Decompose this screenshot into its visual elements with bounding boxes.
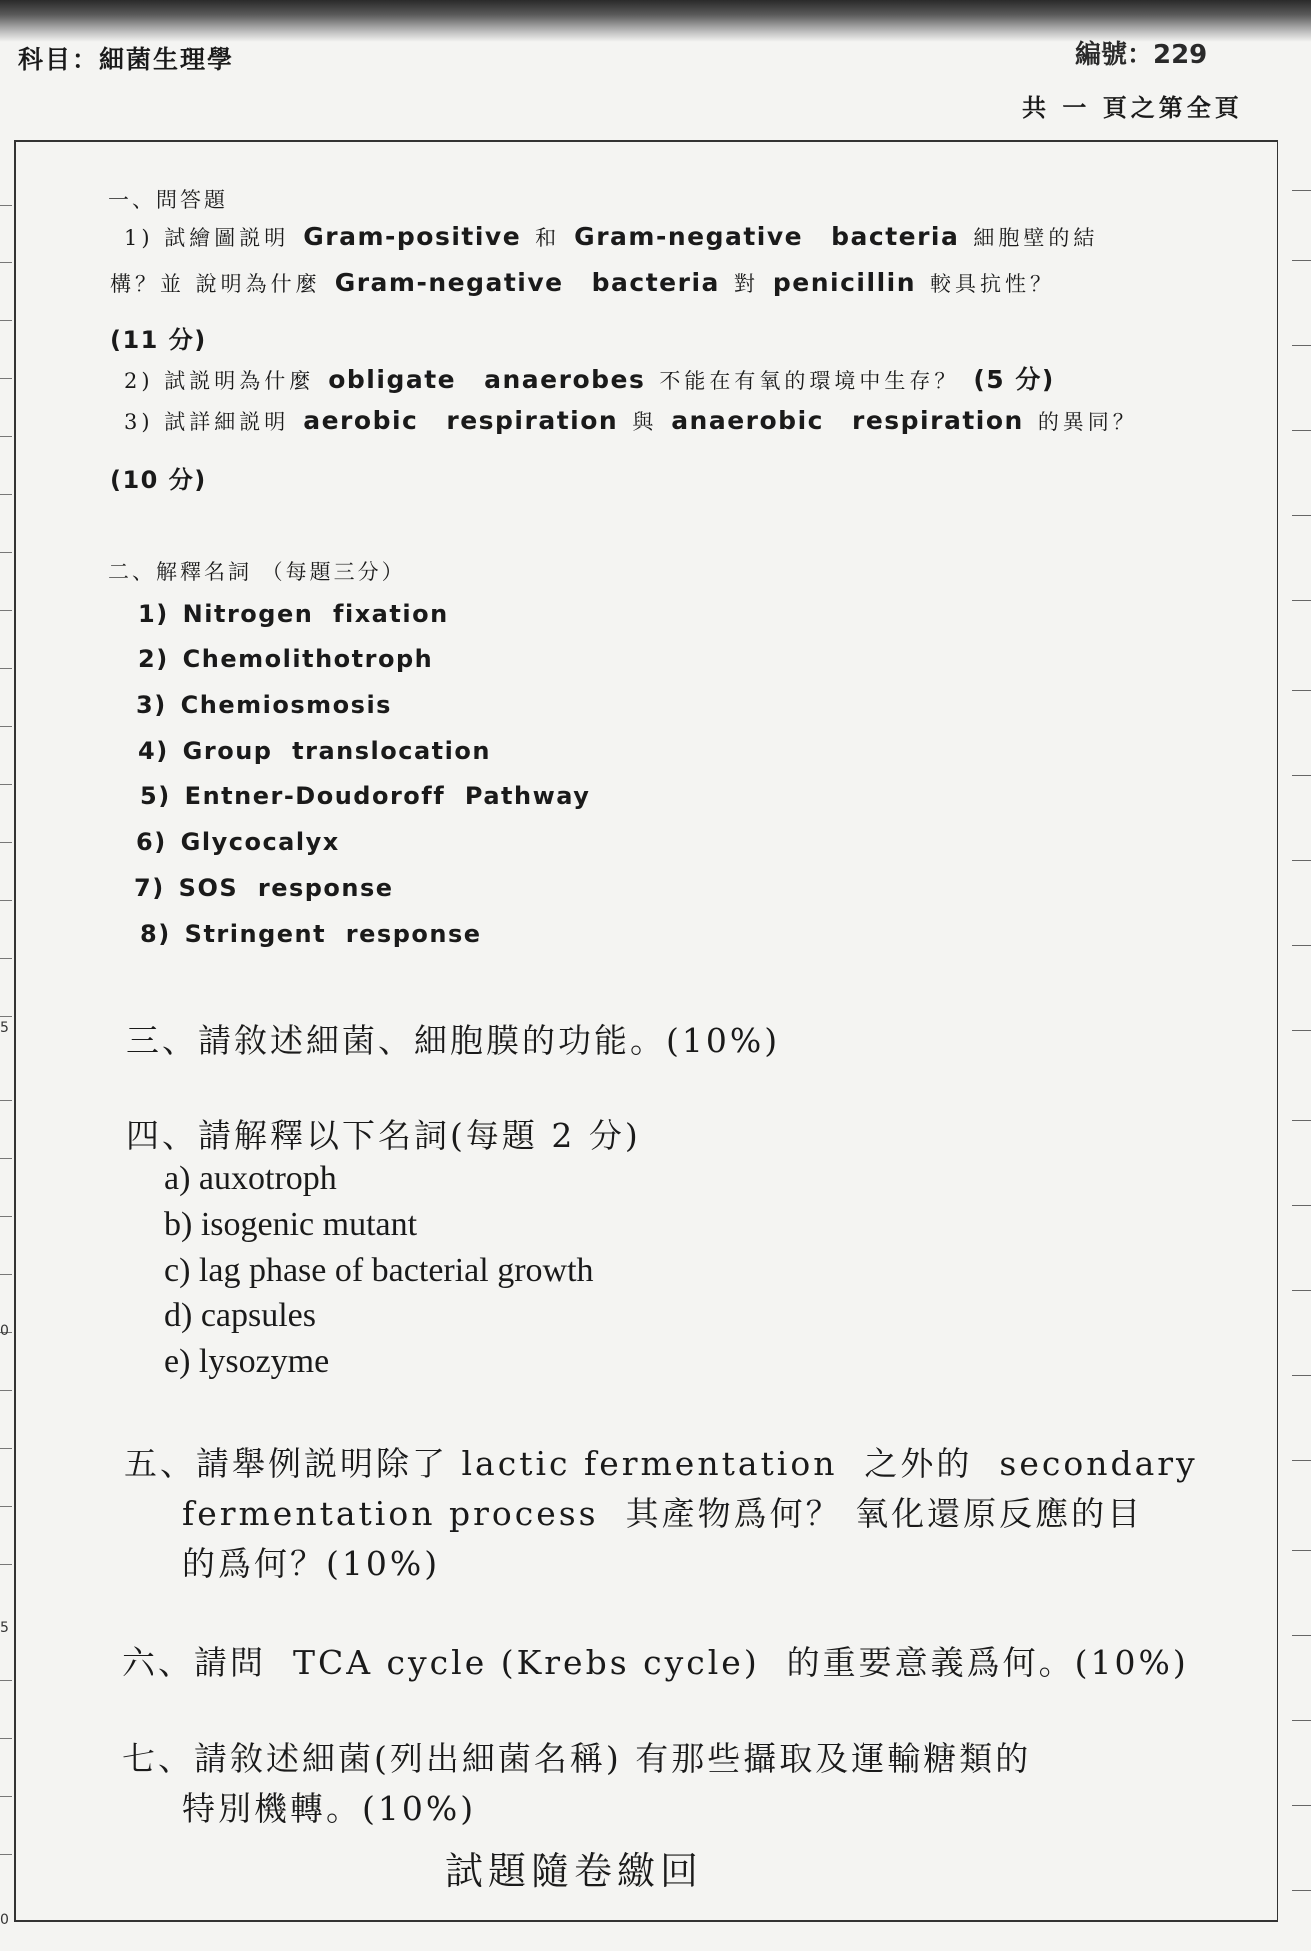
section7-line1: 七、請敘述細菌(列出細菌名稱) 有那些攝取及運輸糖類的 [122, 1739, 1032, 1778]
q2-text: 不能在有氧的環境中生存？ [659, 369, 960, 393]
q2-points: (5 分) [973, 365, 1055, 394]
term-item [138, 737, 491, 765]
q1-text: 細胞壁的結 [973, 226, 1099, 250]
term-text: Nitrogen fixation [182, 600, 449, 628]
term-item [138, 600, 449, 628]
term-item [140, 920, 482, 948]
q1-points: (11 分) [110, 326, 207, 354]
q2-text: 2) 試説明為什麼 [124, 369, 315, 393]
q1-text: 較具抗性？ [930, 272, 1056, 296]
q1-term: bacteria [831, 222, 960, 251]
term-text: Chemiosmosis [180, 691, 392, 719]
margin-number: 5 [0, 1020, 9, 1036]
q1-term: Gram-negative [334, 268, 564, 297]
q3-term: respiration [446, 406, 619, 435]
section5-line1: 五、請舉例説明除了 lactic fermentation 之外的 secondary [124, 1444, 1198, 1483]
q1-text: 1) 試繪圖説明 [124, 226, 290, 250]
term-item [138, 645, 433, 673]
section4-heading: 四、請解釋以下名詞(每題 2 分) [126, 1116, 641, 1155]
section3-question: 三、請敘述細菌、細胞膜的功能。(10%) [126, 1021, 781, 1060]
term-number: 2) [138, 645, 169, 673]
definition-item: e) lysozyme [164, 1343, 330, 1380]
section7-line2: 特別機轉。(10%) [182, 1789, 477, 1828]
section5-line2: fermentation process 其產物爲何？ 氧化還原反應的目 [182, 1494, 1144, 1533]
term-text: Chemolithotroph [182, 645, 434, 673]
margin-number: 0 [0, 1323, 9, 1339]
q3-text: 3) 試詳細説明 [124, 410, 290, 434]
term-item [134, 874, 394, 902]
term-text: Group translocation [182, 737, 491, 765]
term-text: Entner-Doudoroff Pathway [184, 782, 591, 810]
term-number: 8) [140, 920, 171, 948]
definition-item: a) auxotroph [164, 1160, 337, 1197]
term-number: 3) [136, 691, 167, 719]
margin-number: 5 [0, 1620, 9, 1636]
q3-term: respiration [851, 406, 1024, 435]
term-number: 4) [138, 737, 169, 765]
q3-text: 與 [632, 410, 658, 434]
q3-line1 [124, 406, 1138, 436]
margin-number: 0 [0, 1912, 9, 1928]
q2-term: anaerobes [484, 365, 646, 394]
subject-title: 科目：細菌生理學 [18, 45, 235, 74]
return-notice: 試題隨卷繳回 [445, 1849, 704, 1893]
exam-code: 編號：229 [1075, 40, 1208, 70]
definition-item: d) capsules [164, 1297, 317, 1334]
term-item [140, 782, 590, 810]
term-item [136, 691, 392, 719]
q1-line1 [124, 222, 1098, 252]
term-number: 6) [136, 828, 167, 856]
term-item [136, 828, 340, 856]
q1-text: 構？並 說明為什麼 [110, 272, 321, 296]
q2-line [124, 360, 1069, 396]
q3-points: (10 分) [110, 466, 207, 494]
section2-heading: 二、解釋名詞 （每題三分） [108, 560, 406, 584]
section5-line3: 的爲何？(10%) [182, 1544, 441, 1583]
q1-term: bacteria [591, 268, 720, 297]
definition-item: c) lag phase of bacterial growth [164, 1252, 594, 1289]
term-number: 5) [140, 782, 171, 810]
term-text: SOS response [178, 874, 394, 902]
q3-term: aerobic [303, 406, 419, 435]
q1-text: 和 [535, 226, 561, 250]
page-count: 共 一 頁之第全頁 [1022, 93, 1243, 122]
term-number: 7) [134, 874, 165, 902]
q1-text: 對 [733, 272, 759, 296]
q1-term: penicillin [772, 268, 917, 297]
term-number: 1) [138, 600, 169, 628]
q3-text: 的異同？ [1037, 410, 1138, 434]
q2-term: obligate [328, 365, 457, 394]
q1-term: Gram-negative [574, 222, 804, 251]
term-text: Stringent response [184, 920, 482, 948]
q1-line2 [110, 268, 1055, 298]
q1-term: Gram-positive [303, 222, 522, 251]
section6-question: 六、請問 TCA cycle (Krebs cycle) 的重要意義爲何。(10%) [122, 1643, 1189, 1682]
term-text: Glycocalyx [180, 828, 340, 856]
definition-item: b) isogenic mutant [164, 1206, 418, 1243]
section1-heading: 一、問答題 [108, 188, 228, 212]
q3-term: anaerobic [671, 406, 824, 435]
